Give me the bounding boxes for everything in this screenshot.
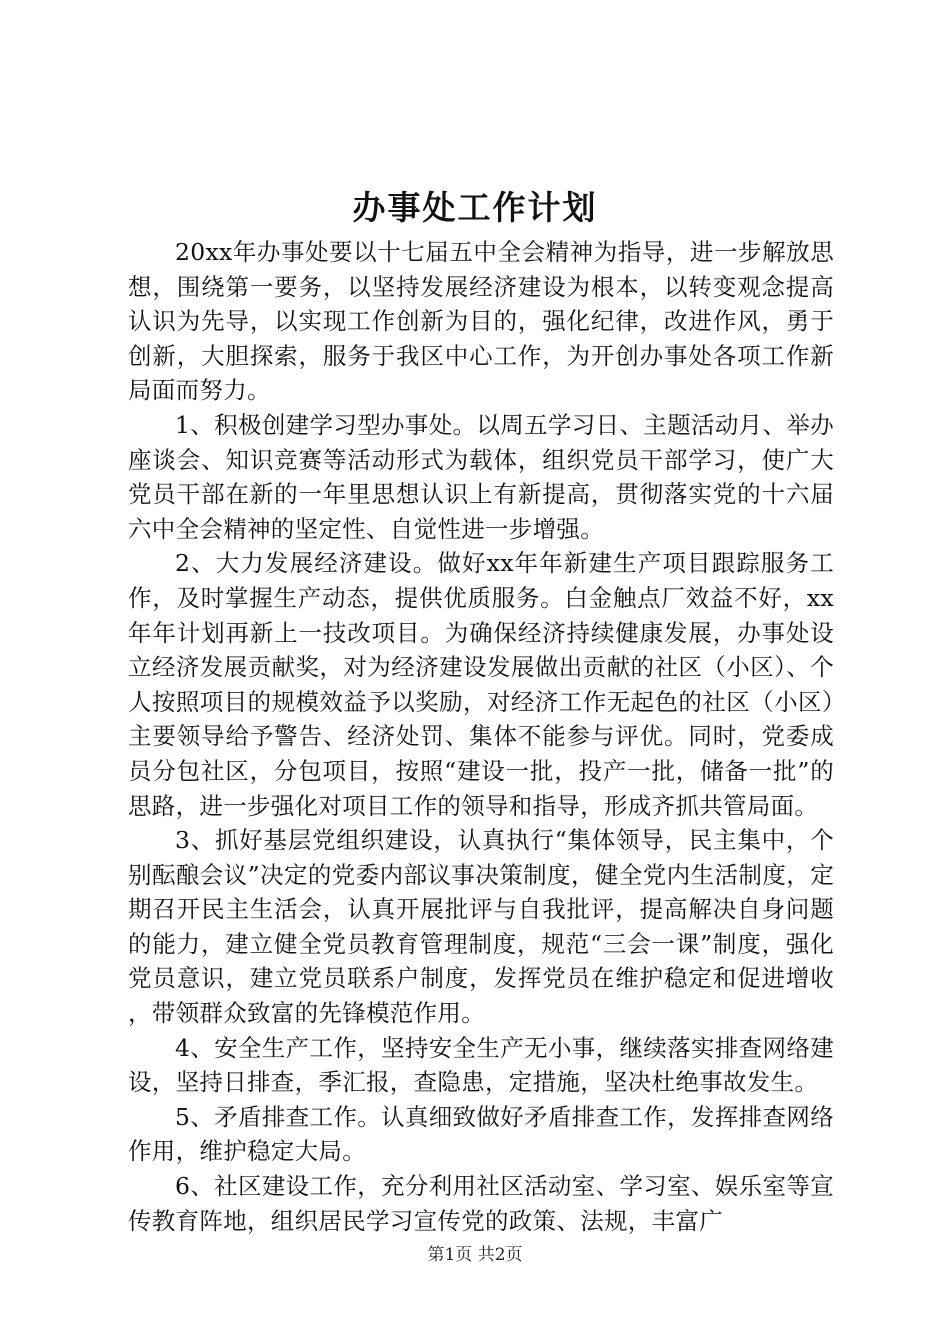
page-footer: 第1页 共2页 xyxy=(427,1245,523,1265)
document-body xyxy=(128,235,834,1238)
document-title: 办事处工作计划 xyxy=(352,188,598,227)
item-4-paragraph: 4、安全生产工作，坚持安全生产无小事，继续落实排查网络建设，坚持日排查，季汇报，查隐患，定措施，坚决杜绝事故发生。 xyxy=(128,1033,834,1097)
item-6-paragraph: 6、社区建设工作，充分利用社区活动室、学习室、娱乐室等宣传教育阵地，组织居民学习宣传党的政策、法规，丰富广 xyxy=(128,1172,834,1235)
item-1-paragraph: 1、积极创建学习型办事处。以周五学习日、主题活动月、举办座谈会、知识竞赛等活动形式为载体，组织党员干部学习，使广大党员干部在新的一年里思想认识上有新提高，贯彻落实党的十六届六中全会精神的坚定性、自觉性进一步增强。 xyxy=(128,410,834,543)
item-3-paragraph: 3、抓好基层党组织建设，认真执行“集体领导，民主集中，个别酝酿会议”决定的党委内部议事决策制度，健全党内生活制度，定期召开民主生活会，认真开展批评与自我批评，提高解决自身问题的能力，建立健全党员教育管理制度，规范“三会一课”制度，强化党员意识，建立党员联系户制度，发挥党员在维护稳定和促进增收，带领群众致富的先锋模范作用。 xyxy=(128,826,834,1028)
item-2-paragraph: 2、大力发展经济建设。做好xx年年新建生产项目跟踪服务工作，及时掌握生产动态，提供优质服务。白金触点厂效益不好，xx年年计划再新上一技改项目。为确保经济持续健康发展，办事处设立经济发展贡献奖，对为经济建设发展做出贡献的社区（小区）、个人按照项目的规模效益予以奖励，对经济工作无起色的社区（小区）主要领导给予警告、经济处罚、集体不能参与评优。同时，党委成员分包社区，分包项目，按照“建设一批，投产一批，储备一批”的思路，进一步强化对项目工作的领导和指导，形成齐抓共管局面。 xyxy=(128,549,834,820)
intro-paragraph: 20xx年办事处要以十七届五中全会精神为指导，进一步解放思想，围绕第一要务，以坚持发展经济建设为根本，以转变观念提高认识为先导，以实现工作创新为目的，强化纪律，改进作风，勇于创新，大胆探索，服务于我区中心工作，为开创办事处各项工作新局面而努力。 xyxy=(128,238,834,405)
item-5-paragraph: 5、矛盾排查工作。认真细致做好矛盾排查工作，发挥排查网络作用，维护稳定大局。 xyxy=(128,1102,834,1166)
